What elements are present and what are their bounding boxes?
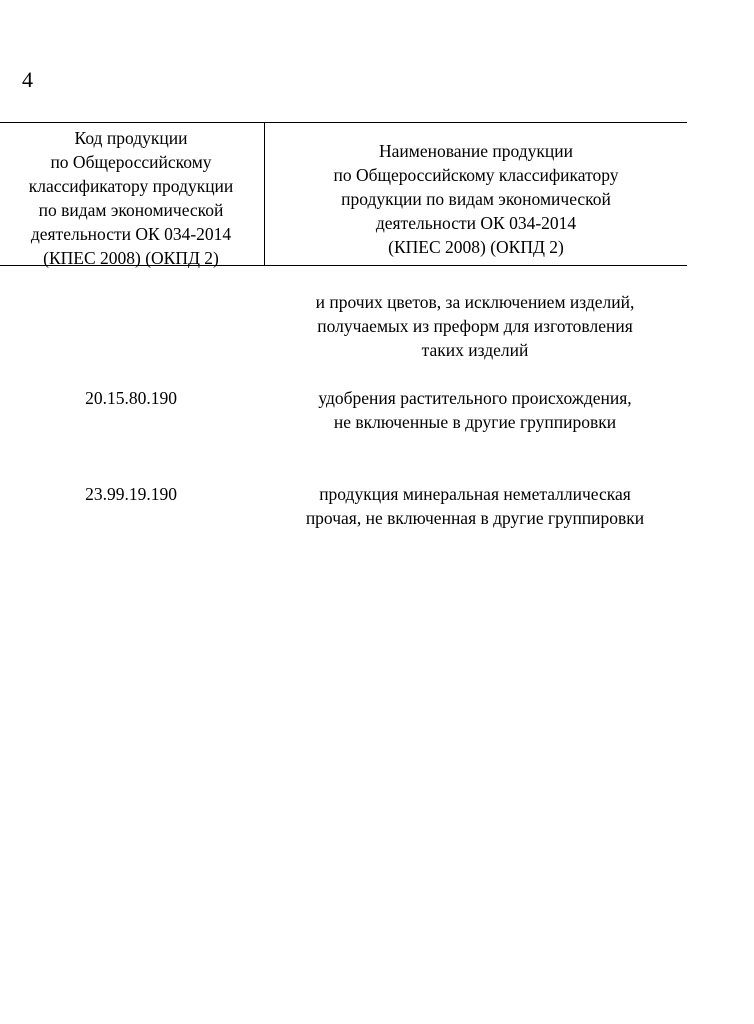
column-header-code: Код продукции по Общероссийскому классификатору продукции по видам экономической деятельности ОК 034-2014 (КПЕС 2008) (ОКПД 2) <box>28 128 234 268</box>
column-divider <box>264 123 265 265</box>
product-code-cell: 20.15.80.190 <box>85 388 177 408</box>
table-header <box>0 122 687 266</box>
product-name-cell: и прочих цветов, за исключением изделий, получаемых из преформ для изготовления таких изделий <box>315 292 635 360</box>
product-code-cell: 23.99.19.190 <box>85 484 177 504</box>
product-name-cell: продукция минеральная неметаллическая прочая, не включенная в другие группировки <box>305 484 645 528</box>
page-number: 4 <box>22 67 33 92</box>
product-name-cell: удобрения растительного происхождения, не включенные в другие группировки <box>318 388 632 432</box>
column-header-name: Наименование продукции по Общероссийскому классификатору продукции по видам экономической деятельности ОК 034-2014 (КПЕС 2008) (ОКПД 2) <box>333 141 619 257</box>
